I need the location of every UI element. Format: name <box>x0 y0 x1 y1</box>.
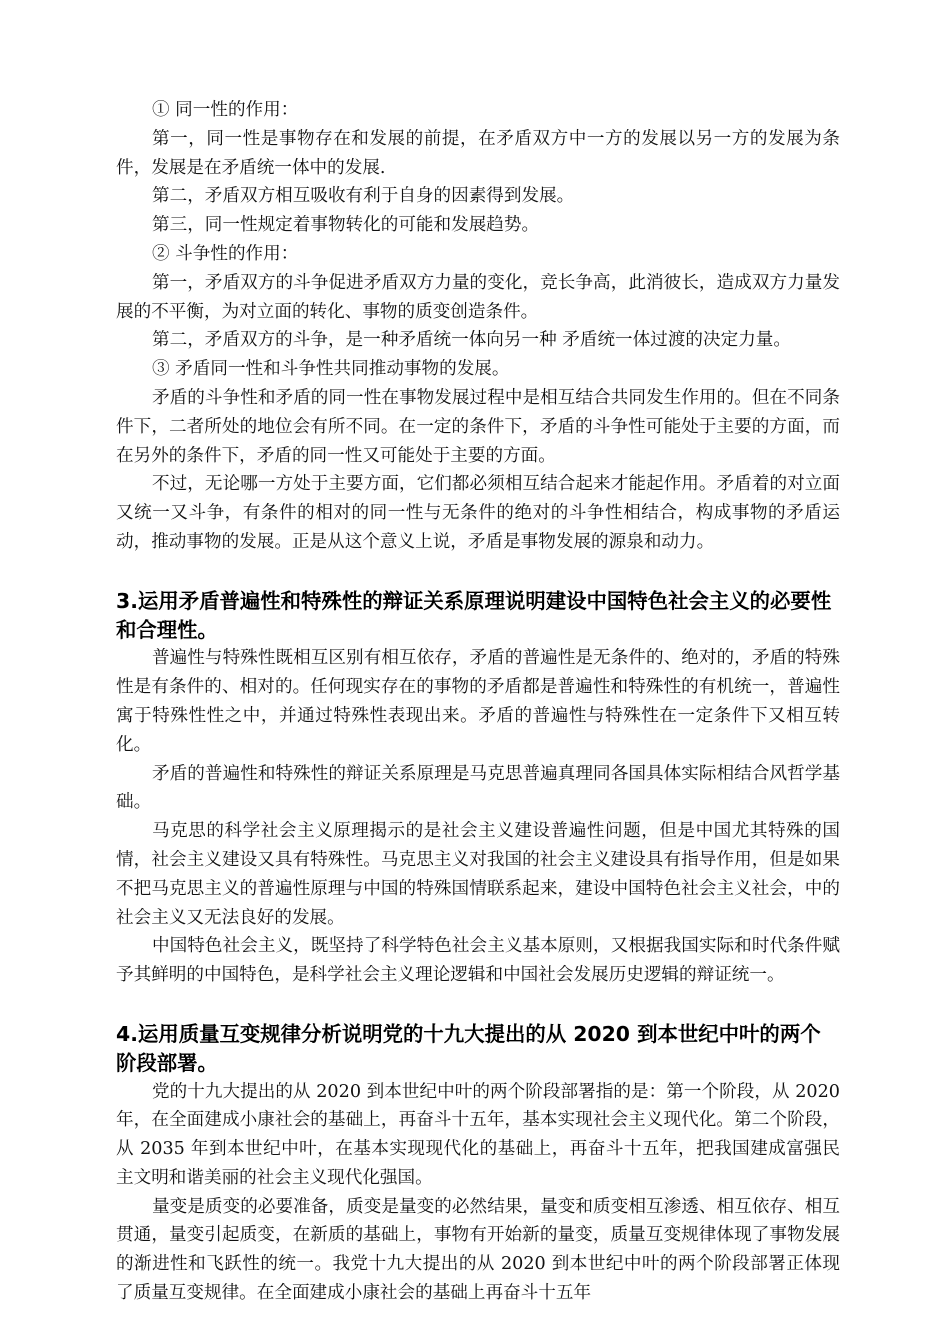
section-contradiction-roles <box>116 96 840 557</box>
paragraph: 中国特色社会主义，既坚持了科学特色社会主义基本原则，又根据我国实际和时代条件赋予其鲜明的中国特色，是科学社会主义理论逻辑和中国社会发展历史逻辑的辩证统一。 <box>116 936 840 986</box>
struggle-role-heading: ② 斗争性的作用： <box>152 243 299 264</box>
combined-role-heading: ③ 矛盾同一性和斗争性共同推动事物的发展。 <box>152 359 510 380</box>
paragraph: 第三，同一性规定着事物转化的可能和发展趋势。 <box>152 215 540 236</box>
paragraph: 量变是质变的必要准备，质变是量变的必然结果，量变和质变相互渗透、相互依存、相互贯通，量变引起质变，在新质的基础上，事物有开始新的量变，质量互变规律体现了事物发展的渐进性和飞跃性的统一。我党十九大提出的从 2020 到本世纪中叶的两个阶段部署正体现了质量互变规律。在全面建成小康社会的基础上再奋斗十五年 <box>116 1196 840 1304</box>
paragraph: 第一，同一性是事物存在和发展的前提，在矛盾双方中一方的发展以另一方的发展为条件，发展是在矛盾统一体中的发展. <box>116 128 840 178</box>
paragraph: 普遍性与特殊性既相互区别有相互依存，矛盾的普遍性是无条件的、绝对的，矛盾的特殊性是有条件的、相对的。任何现实存在的事物的矛盾都是普遍性和特殊性的有机统一，普遍性寓于特殊性性之中，并通过特殊性表现出来。矛盾的普遍性与特殊性在一定条件下又相互转化。 <box>116 648 840 755</box>
paragraph: 矛盾的普遍性和特殊性的辩证关系原理是马克思普遍真理同各国具体实际相结合风哲学基础。 <box>116 763 840 813</box>
section-4 <box>116 1020 840 1308</box>
document-page <box>116 96 840 1308</box>
paragraph: 不过，无论哪一方处于主要方面，它们都必须相互结合起来才能起作用。矛盾着的对立面又统一又斗争，有条件的相对的同一性与无条件的绝对的斗争性相结合，构成事物的矛盾运动，推动事物的发展。正是从这个意义上说，矛盾是事物发展的源泉和动力。 <box>116 474 840 552</box>
paragraph: 马克思的科学社会主义原理揭示的是社会主义建设普遍性问题，但是中国尤其特殊的国情，社会主义建设又具有特殊性。马克思主义对我国的社会主义建设具有指导作用，但是如果不把马克思主义的普遍性原理与中国的特殊国情联系起来，建设中国特色社会主义社会，中的社会主义又无法良好的发展。 <box>116 821 840 928</box>
paragraph: 党的十九大提出的从 2020 到本世纪中叶的两个阶段部署指的是：第一个阶段，从 2020 年，在全面建成小康社会的基础上，再奋斗十五年，基本实现社会主义现代化。第二个阶段，从 2035 年到本世纪中叶，在基本实现现代化的基础上，再奋斗十五年，把我国建成富强民主文明和谐美丽的社会主义现代化强国。 <box>116 1081 840 1188</box>
paragraph: 第二，矛盾双方的斗争，是一种矛盾统一体向另一种 矛盾统一体过渡的决定力量。 <box>152 330 791 351</box>
section-3 <box>116 587 840 990</box>
section-heading: 3.运用矛盾普遍性和特殊性的辩证关系原理说明建设中国特色社会主义的必要性和合理性。 <box>116 588 832 642</box>
paragraph: 第一，矛盾双方的斗争促进矛盾双方力量的变化，竞长争高，此消彼长，造成双方力量发展的不平衡，为对立面的转化、事物的质变创造条件。 <box>116 272 840 322</box>
section-gap <box>116 557 840 587</box>
identity-role-heading: ① 同一性的作用： <box>152 100 299 120</box>
section-heading: 4.运用质量互变规律分析说明党的十九大提出的从 2020 到本世纪中叶的两个阶段部署。 <box>116 1021 821 1075</box>
paragraph: 矛盾的斗争性和矛盾的同一性在事物发展过程中是相互结合共同发生作用的。但在不同条件下，二者所处的地位会有所不同。在一定的条件下，矛盾的斗争性可能处于主要的方面，而在另外的条件下，矛盾的同一性又可能处于主要的方面。 <box>116 387 840 466</box>
paragraph: 第二，矛盾双方相互吸收有利于自身的因素得到发展。 <box>152 186 575 207</box>
section-gap <box>116 990 840 1020</box>
